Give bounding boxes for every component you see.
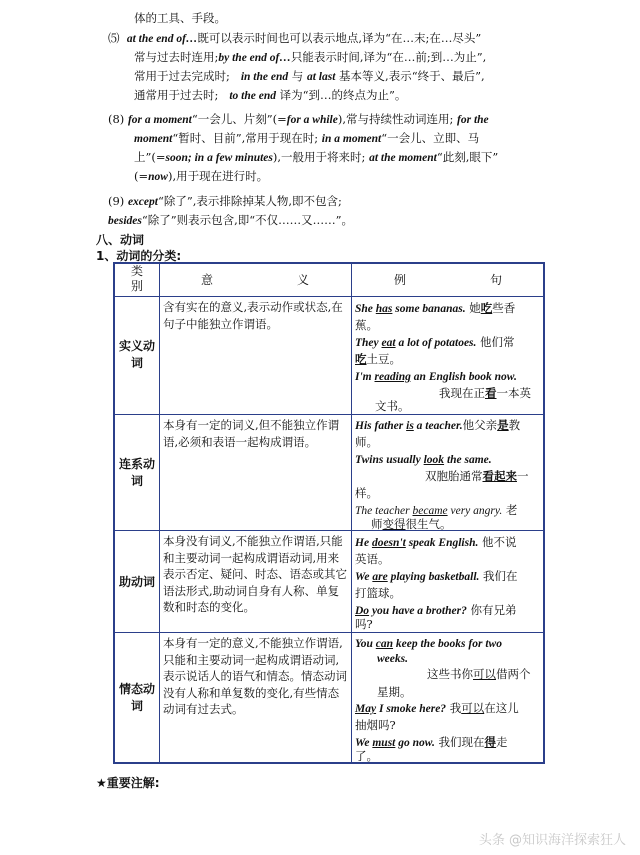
item-5-line-3: 常用于过去完成时; in the end 与 at last 基本等义,表示“终于、最后”, bbox=[134, 69, 485, 83]
item-9-line-1: (9) except“除了”,表示排除掉某人物,即不包含; bbox=[108, 194, 342, 208]
item-8-line-4: (=now),用于现在进行时。 bbox=[134, 169, 269, 183]
row-meaning-lexical-verb: 含有实在的意义,表示动作或状态,在句子中能独立作谓语。 bbox=[163, 300, 343, 331]
sub-title: 1、动词的分类: bbox=[96, 249, 182, 263]
row-meaning-modal-verb: 本身有一定的意义,不能独立作谓语,只能和主要动词一起构成谓语动词,表示说话人的语气和情态。情态动词没有人称和单复数的变化,有些情态动词有过去式。 bbox=[163, 636, 347, 716]
row-label-lexical-verb: 实义动 词 bbox=[118, 339, 155, 370]
item-8-line-3: 上”(=soon; in a few minutes),一般用于将来时; at the moment“此刻,眼下” bbox=[134, 150, 499, 164]
verb-classification-table: 类 别 意 义 例 句 实义动 词 含有实在的意义,表示动作或状态,在句子中能独立作谓语。 She has some bananas. 她吃些香 蕉。 They eat a lot of potatoes. 他们常 吃土豆。 I'm reading an English book now. 我现在正看一本英 文书。 连系动 词 本身有一定的词义,但不能独立作谓语,必须和表语一起构成谓语。 His father is a teacher.他父亲是教 师。 Twins usually look the same. 双胞胎通常看起来一 样。 The teacher became very angry. 老 师变得很生气。 助动词 本身没有词义,不能独立作谓语,只能和主要动词一起构成谓语动词,用来表示否定、疑问、时态、语态或其它语法形式,助动词自身有人称、单复数和时态的变化。 He doesn't speak English. 他不说 英语。 We are playing basketball. 我们在 打篮球。 Do you have a brother? 你有兄弟 吗? 情态动 词 本身有一定的意义,不能独立作谓语,只能和主要动词一起构成谓语动词,表示说话人的语气和情态。情态动词没有人称和单复数的变化,有些情态动词有过去式。 You can keep the books for two weeks. 这些书你可以借两个 星期。 May I smoke here? 我可以在这儿 抽烟吗? We must go now. 我们现在得走 了。 bbox=[113, 262, 545, 764]
watermark: 头条 @知识海洋探索狂人 bbox=[478, 833, 626, 848]
row-label-linking-verb: 连系动 词 bbox=[118, 457, 155, 488]
row-meaning-auxiliary-verb: 本身没有词义,不能独立作谓语,只能和主要动词一起构成谓语动词,用来表示否定、疑问、时态、语态或其它语法形式,助动词自身有人称、单复数和时态的变化。 bbox=[163, 534, 347, 614]
row-label-modal-verb: 情态动 词 bbox=[118, 682, 155, 713]
section-title: 八、动词 bbox=[96, 233, 145, 247]
item-5-line-2: 常与过去时连用;by the end of…只能表示时间,译为“在…前;到…为止”, bbox=[134, 50, 487, 64]
item-5-line-1: ⑸ at the end of…既可以表示时间也可以表示地点,译为“在…末;在…尽头” bbox=[108, 31, 482, 45]
note-title: ★重要注解: bbox=[96, 776, 160, 790]
header-meaning: 意 义 bbox=[200, 273, 309, 287]
item-8-line-2: moment“暂时、目前”,常用于现在时; in a moment“一会儿、立即、马 bbox=[134, 131, 480, 145]
row-meaning-linking-verb: 本身有一定的词义,但不能独立作谓语,必须和表语一起构成谓语。 bbox=[163, 418, 340, 449]
item-8-line-1: (8) for a moment“一会儿、片刻”(=for a while),常与持续性动词连用; for the bbox=[108, 112, 489, 126]
row-label-auxiliary-verb: 助动词 bbox=[118, 575, 155, 589]
header-category: 类 别 bbox=[130, 264, 143, 293]
item-5-line-4: 通常用于过去时; to the end 译为“到…的终点为止”。 bbox=[134, 88, 407, 102]
item-9-line-2: besides“除了”则表示包含,即“不仅……又……”。 bbox=[108, 213, 354, 227]
line-continuation: 体的工具、手段。 bbox=[134, 11, 226, 25]
header-example: 例 句 bbox=[393, 273, 502, 287]
